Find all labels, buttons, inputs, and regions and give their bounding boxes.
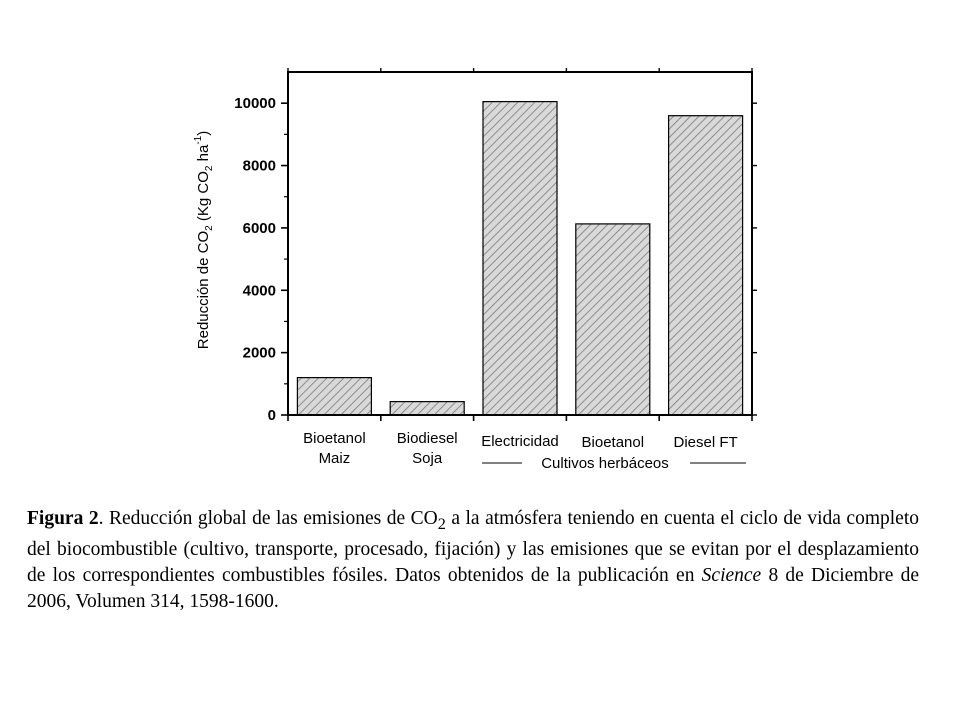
caption-text-2: a la atmósfera teniendo en cuenta el ciclo de vida completo del biocombustible (cultivo, transporte, procesado, fijación) y las emisiones que se evitan por el desplazamiento de los correspondientes combustibles fósiles. Datos obtenidos de la publicación en	[27, 508, 919, 586]
y-axis-label: Reducción de $CO_2$ (Kg $CO_2$ $ha^{-1}$)	[193, 130, 215, 350]
group-label: Cultivos herbáceos	[541, 455, 669, 472]
bar	[576, 224, 650, 415]
y-tick-label: 0	[267, 407, 276, 424]
figure-label: Figura 2	[27, 508, 99, 529]
x-category-label: Soja	[412, 450, 443, 467]
caption-subscript: 2	[437, 514, 446, 533]
x-category-label: Diesel FT	[673, 434, 738, 451]
x-category-label: Biodiesel	[396, 430, 458, 447]
plot-area	[234, 68, 757, 472]
bar	[669, 116, 743, 415]
caption-text-1: . Reducción global de las emisiones de CO	[98, 508, 438, 529]
bar	[483, 102, 557, 415]
x-category-label: Maiz	[318, 450, 351, 467]
x-category-label: Bioetanol	[303, 430, 366, 447]
x-category-label: Bioetanol	[581, 434, 645, 451]
x-category-label: Electricidad	[481, 433, 559, 450]
figure-caption	[27, 506, 919, 615]
y-tick-label: 10000	[234, 95, 276, 113]
y-tick-label: 2000	[242, 344, 276, 362]
y-tick-label: 8000	[242, 157, 276, 175]
caption-text-3: 8 de Diciembre de 2006, Volumen 314, 1598-1600.	[27, 564, 919, 612]
bar	[390, 402, 464, 415]
y-tick-label: 6000	[242, 219, 276, 237]
bar	[297, 378, 371, 415]
y-tick-label: 4000	[242, 282, 276, 300]
journal-name: Science	[701, 564, 762, 586]
